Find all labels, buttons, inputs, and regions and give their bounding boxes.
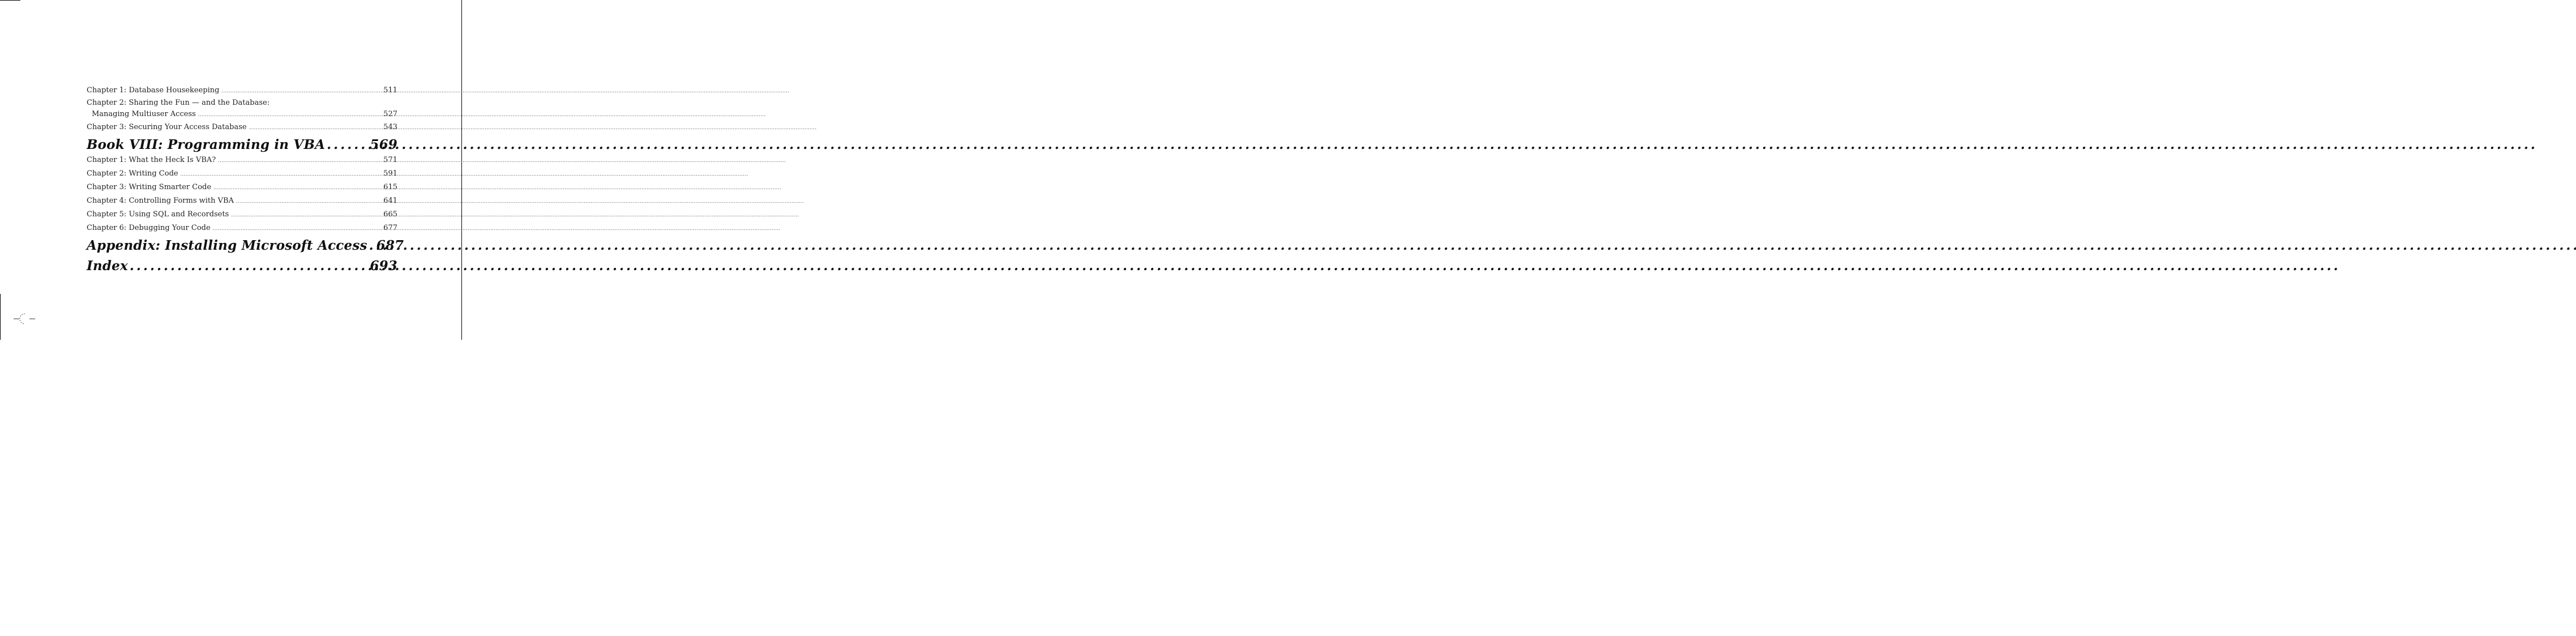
toc-chapter-page: 543 [383, 123, 397, 131]
leader-dots [198, 109, 383, 121]
toc-chapter-title: Chapter 3: Securing Your Access Database [87, 123, 247, 131]
toc-chapter-title-line1: Chapter 2: Sharing the Fun — and the Database: [87, 99, 270, 107]
toc-chapter-page: 511 [383, 86, 397, 95]
toc-chapter-title: Chapter 6: Debugging Your Code [87, 224, 211, 232]
leader-dots [327, 136, 368, 153]
toc-chapter-title: Chapter 1: What the Heck Is VBA? [87, 156, 216, 164]
toc-chapter-page: 571 [383, 156, 397, 164]
toc-chapter-page: 591 [383, 169, 397, 178]
toc-chapter-title: Chapter 5: Using SQL and Recordsets [87, 210, 229, 219]
leader-dots [213, 221, 384, 235]
toc-chapter[interactable] [87, 84, 397, 97]
leader-dots [231, 208, 383, 221]
leader-dots [213, 181, 383, 194]
toc-chapter[interactable] [87, 97, 397, 121]
leader-dots [181, 167, 384, 181]
toc-chapter[interactable] [87, 153, 397, 167]
toc-book-8-page: 569 [370, 137, 397, 152]
toc-chapter-page: 641 [383, 197, 397, 205]
leader-dots [249, 121, 384, 134]
leader-dots [236, 194, 383, 208]
toc-chapter-title: Chapter 1: Database Housekeeping [87, 86, 220, 95]
toc-appendix[interactable] [87, 237, 404, 254]
toc-chapter-page: 615 [383, 183, 397, 191]
toc-chapter[interactable] [87, 181, 397, 194]
leader-dots [218, 153, 383, 167]
toc-chapter[interactable] [87, 221, 397, 235]
toc-chapter-title: Chapter 2: Writing Code [87, 169, 178, 178]
toc-chapter-title-line2: Managing Multiuser Access [92, 110, 196, 118]
toc-chapter[interactable] [87, 121, 397, 134]
crop-mark-right [461, 0, 462, 340]
toc-appendix-title: Appendix: Installing Microsoft Access [87, 238, 367, 253]
toc-book-8-title: Book VIII: Programming in VBA [87, 137, 326, 152]
toc-index[interactable] [87, 258, 397, 275]
toc-chapter[interactable] [87, 208, 397, 221]
toc-book-8[interactable] [87, 136, 397, 153]
toc-chapter[interactable] [87, 167, 397, 181]
toc-appendix-page: 687 [376, 238, 404, 253]
leader-dots [222, 84, 384, 97]
crop-mark-top [0, 0, 20, 1]
toc-chapter-title: Chapter 4: Controlling Forms with VBA [87, 197, 234, 205]
toc-chapter[interactable] [87, 194, 397, 208]
toc-chapter-page: 665 [383, 210, 397, 219]
leader-dots [130, 258, 368, 275]
toc-chapter-page: 527 [383, 110, 397, 118]
registration-mark-icon [12, 310, 38, 327]
toc-chapter-page: 677 [383, 224, 397, 232]
toc-index-page: 693 [370, 258, 397, 274]
toc-index-title: Index [87, 258, 128, 274]
leader-dots [369, 237, 375, 254]
table-of-contents [87, 84, 404, 275]
toc-chapter-title: Chapter 3: Writing Smarter Code [87, 183, 212, 191]
crop-mark-left [0, 294, 1, 340]
